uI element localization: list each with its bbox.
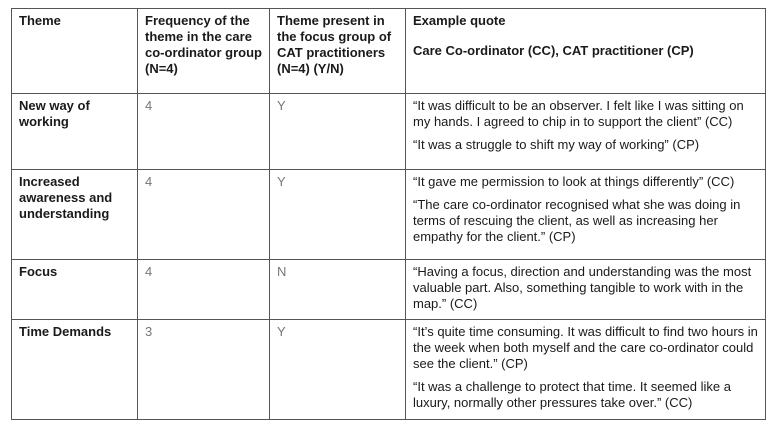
quote-cell	[406, 94, 766, 170]
table-row	[12, 320, 766, 420]
theme-cell: Focus	[12, 260, 138, 320]
header-theme: Theme	[12, 9, 138, 94]
frequency-cell: 4	[138, 260, 270, 320]
header-quote	[406, 9, 766, 94]
frequency-cell: 3	[138, 320, 270, 420]
present-cell: Y	[270, 170, 406, 260]
quote-text: “Having a focus, direction and understanding was the most valuable part. Also, something tangible to work with in the map.” (CC)	[413, 264, 752, 311]
theme-cell: New way of working	[12, 94, 138, 170]
header-quote-sub: Care Co-ordinator (CC), CAT practitioner (CP)	[413, 43, 694, 58]
quote-cell	[406, 260, 766, 320]
quote-text: “It was a struggle to shift my way of working” (CP)	[413, 137, 700, 152]
table-row	[12, 94, 766, 170]
themes-table	[11, 8, 766, 420]
theme-cell: Time Demands	[12, 320, 138, 420]
header-quote-title: Example quote	[413, 13, 506, 28]
header-frequency: Frequency of the theme in the care co-ordinator group (N=4)	[138, 9, 270, 94]
frequency-cell: 4	[138, 170, 270, 260]
frequency-cell: 4	[138, 94, 270, 170]
header-present: Theme present in the focus group of CAT practitioners (N=4) (Y/N)	[270, 9, 406, 94]
quote-cell	[406, 320, 766, 420]
quote-text: “It was difficult to be an observer. I felt like I was sitting on my hands. I agreed to chip in to support the client” (CC)	[413, 98, 744, 129]
quote-text: “It’s quite time consuming. It was difficult to find two hours in the week when both myself and the care co-ordinator could see the client.” (CP)	[413, 324, 758, 371]
quote-text: “It was a challenge to protect that time. It seemed like a luxury, normally other pressures take over.” (CC)	[413, 379, 731, 410]
quote-text: “The care co-ordinator recognised what she was doing in terms of rescuing the client, as well as increasing her empathy for the client.” (CP)	[413, 197, 741, 244]
header-row	[12, 9, 766, 94]
quote-text: “It gave me permission to look at things differently” (CC)	[413, 174, 735, 189]
present-cell: N	[270, 260, 406, 320]
table-row	[12, 170, 766, 260]
table-row	[12, 260, 766, 320]
present-cell: Y	[270, 320, 406, 420]
theme-cell: Increased awareness and understanding	[12, 170, 138, 260]
present-cell: Y	[270, 94, 406, 170]
quote-cell	[406, 170, 766, 260]
